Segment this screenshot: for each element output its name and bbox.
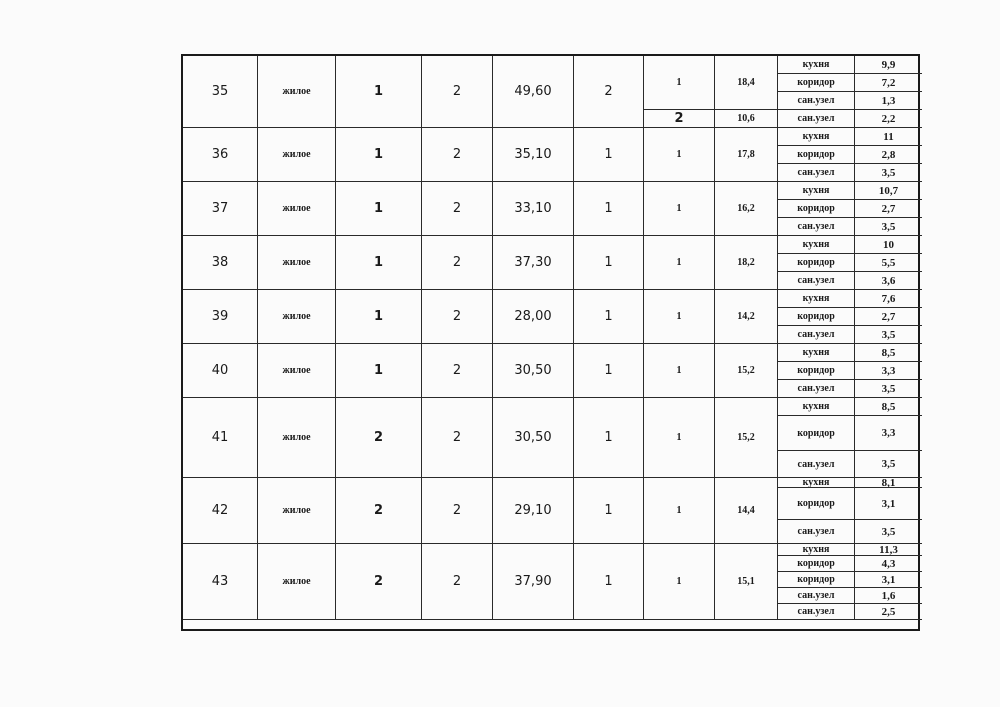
- section-number: 2: [336, 398, 422, 478]
- apartment-number: 38: [183, 236, 258, 290]
- floor-number: 2: [422, 544, 493, 620]
- total-area: 28,00: [493, 290, 574, 344]
- living-room-number: 1: [644, 344, 715, 398]
- aux-room-name: кухня: [778, 544, 855, 556]
- aux-room-area: 3,5: [855, 380, 922, 398]
- aux-room-area: 8,5: [855, 344, 922, 362]
- floor-number: 2: [422, 236, 493, 290]
- aux-room-area: 3,5: [855, 326, 922, 344]
- section-number: 1: [336, 236, 422, 290]
- aux-room-name: коридор: [778, 362, 855, 380]
- aux-room-name: кухня: [778, 290, 855, 308]
- aux-room-name: сан.узел: [778, 588, 855, 604]
- total-area: 30,50: [493, 398, 574, 478]
- aux-room-name: коридор: [778, 416, 855, 451]
- floor-number: 2: [422, 128, 493, 182]
- living-room-area: 16,2: [715, 182, 778, 236]
- premises-type: жилое: [258, 236, 336, 290]
- aux-room-area: 2,5: [855, 604, 922, 620]
- aux-room-name: кухня: [778, 56, 855, 74]
- aux-room-area: 3,3: [855, 362, 922, 380]
- aux-room-area: 3,1: [855, 572, 922, 588]
- section-number: 1: [336, 56, 422, 128]
- apartment-number: 42: [183, 478, 258, 544]
- aux-room-area: 11,3: [855, 544, 922, 556]
- aux-room-name: коридор: [778, 556, 855, 572]
- section-number: 1: [336, 290, 422, 344]
- aux-room-area: 1,6: [855, 588, 922, 604]
- premises-type: жилое: [258, 290, 336, 344]
- aux-room-area: 5,5: [855, 254, 922, 272]
- living-room-area: 14,2: [715, 290, 778, 344]
- aux-room-area: 8,5: [855, 398, 922, 416]
- premises-type: жилое: [258, 56, 336, 128]
- total-area: 30,50: [493, 344, 574, 398]
- aux-room-name: кухня: [778, 236, 855, 254]
- living-room-area: 17,8: [715, 128, 778, 182]
- room-count: 1: [574, 544, 644, 620]
- apartment-number: 41: [183, 398, 258, 478]
- aux-room-name: сан.узел: [778, 110, 855, 128]
- living-room-area: 18,2: [715, 236, 778, 290]
- living-room-area: 15,1: [715, 544, 778, 620]
- aux-room-name: кухня: [778, 128, 855, 146]
- aux-room-name: кухня: [778, 398, 855, 416]
- apartment-number: 39: [183, 290, 258, 344]
- premises-type: жилое: [258, 182, 336, 236]
- living-room-number: 2: [644, 110, 715, 128]
- total-area: 35,10: [493, 128, 574, 182]
- aux-room-name: сан.узел: [778, 92, 855, 110]
- floor-number: 2: [422, 478, 493, 544]
- section-number: 1: [336, 128, 422, 182]
- aux-room-name: коридор: [778, 308, 855, 326]
- room-count: 1: [574, 128, 644, 182]
- floor-number: 2: [422, 56, 493, 128]
- section-number: 1: [336, 344, 422, 398]
- aux-room-name: сан.узел: [778, 218, 855, 236]
- room-count: 1: [574, 290, 644, 344]
- total-area: 33,10: [493, 182, 574, 236]
- room-count: 2: [574, 56, 644, 128]
- aux-room-area: 3,1: [855, 488, 922, 520]
- living-room-area: 15,2: [715, 398, 778, 478]
- aux-room-name: коридор: [778, 572, 855, 588]
- living-room-area: 10,6: [715, 110, 778, 128]
- living-room-number: 1: [644, 478, 715, 544]
- living-room-area: 14,4: [715, 478, 778, 544]
- room-count: 1: [574, 344, 644, 398]
- aux-room-name: сан.узел: [778, 520, 855, 544]
- living-room-number: 1: [644, 236, 715, 290]
- aux-room-name: сан.узел: [778, 272, 855, 290]
- floor-number: 2: [422, 290, 493, 344]
- aux-room-name: кухня: [778, 344, 855, 362]
- floor-number: 2: [422, 182, 493, 236]
- aux-room-name: коридор: [778, 200, 855, 218]
- aux-room-name: коридор: [778, 488, 855, 520]
- aux-room-area: 2,8: [855, 146, 922, 164]
- aux-room-area: 9,9: [855, 56, 922, 74]
- aux-room-area: 2,7: [855, 200, 922, 218]
- living-room-number: 1: [644, 290, 715, 344]
- floor-number: 2: [422, 398, 493, 478]
- apartment-number: 40: [183, 344, 258, 398]
- aux-room-name: кухня: [778, 182, 855, 200]
- aux-room-name: коридор: [778, 146, 855, 164]
- living-room-number: 1: [644, 182, 715, 236]
- section-number: 1: [336, 182, 422, 236]
- aux-room-area: 2,2: [855, 110, 922, 128]
- aux-room-area: 7,6: [855, 290, 922, 308]
- apartment-table: [181, 54, 920, 631]
- living-room-number: 1: [644, 128, 715, 182]
- total-area: 37,30: [493, 236, 574, 290]
- aux-room-area: 3,5: [855, 451, 922, 478]
- premises-type: жилое: [258, 128, 336, 182]
- living-room-area: 18,4: [715, 56, 778, 110]
- aux-room-area: 2,7: [855, 308, 922, 326]
- aux-room-area: 7,2: [855, 74, 922, 92]
- room-count: 1: [574, 182, 644, 236]
- apartment-number: 43: [183, 544, 258, 620]
- room-count: 1: [574, 478, 644, 544]
- aux-room-name: кухня: [778, 478, 855, 488]
- room-count: 1: [574, 236, 644, 290]
- aux-room-name: сан.узел: [778, 164, 855, 182]
- aux-room-area: 4,3: [855, 556, 922, 572]
- premises-type: жилое: [258, 398, 336, 478]
- premises-type: жилое: [258, 478, 336, 544]
- aux-room-name: коридор: [778, 254, 855, 272]
- aux-room-area: 3,5: [855, 164, 922, 182]
- total-area: 29,10: [493, 478, 574, 544]
- aux-room-area: 3,6: [855, 272, 922, 290]
- floor-number: 2: [422, 344, 493, 398]
- living-room-number: 1: [644, 544, 715, 620]
- aux-room-area: 10,7: [855, 182, 922, 200]
- aux-room-name: сан.узел: [778, 326, 855, 344]
- apartment-number: 37: [183, 182, 258, 236]
- aux-room-name: сан.узел: [778, 604, 855, 620]
- total-area: 49,60: [493, 56, 574, 128]
- aux-room-area: 1,3: [855, 92, 922, 110]
- premises-type: жилое: [258, 544, 336, 620]
- aux-room-name: коридор: [778, 74, 855, 92]
- aux-room-area: 8,1: [855, 478, 922, 488]
- room-count: 1: [574, 398, 644, 478]
- premises-type: жилое: [258, 344, 336, 398]
- aux-room-area: 11: [855, 128, 922, 146]
- section-number: 2: [336, 544, 422, 620]
- living-room-area: 15,2: [715, 344, 778, 398]
- aux-room-name: сан.узел: [778, 451, 855, 478]
- section-number: 2: [336, 478, 422, 544]
- living-room-number: 1: [644, 398, 715, 478]
- living-room-number: 1: [644, 56, 715, 110]
- apartment-number: 36: [183, 128, 258, 182]
- aux-room-area: 3,3: [855, 416, 922, 451]
- aux-room-name: сан.узел: [778, 380, 855, 398]
- total-area: 37,90: [493, 544, 574, 620]
- apartment-number: 35: [183, 56, 258, 128]
- aux-room-area: 3,5: [855, 520, 922, 544]
- aux-room-area: 3,5: [855, 218, 922, 236]
- aux-room-area: 10: [855, 236, 922, 254]
